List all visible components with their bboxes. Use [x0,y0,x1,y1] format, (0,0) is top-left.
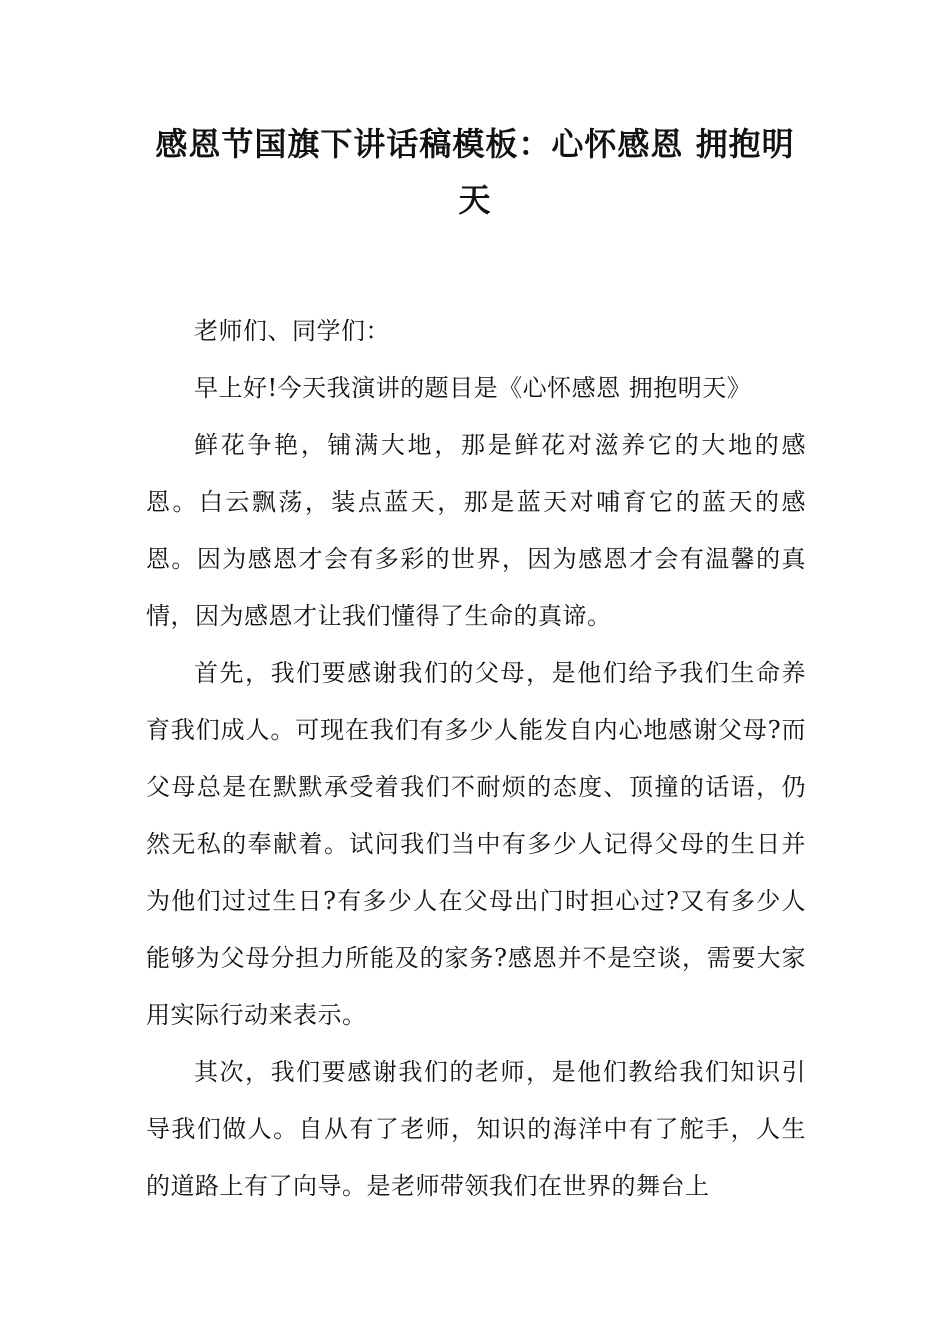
body-paragraph: 首先，我们要感谢我们的父母，是他们给予我们生命养育我们成人。可现在我们有多少人能发自内心地感谢父母?而父母总是在默默承受着我们不耐烦的态度、顶撞的话语，仍然无私的奉献着。试问我们当中有多少人记得父母的生日并为他们过过生日?有多少人在父母出门时担心过?又有多少人能够为父母分担力所能及的家务?感恩并不是空谈，需要大家用实际行动来表示。 [146,659,806,1029]
greeting-paragraph: 早上好!今天我演讲的题目是《心怀感恩 拥抱明天》 [194,374,752,402]
document-title: 感恩节国旗下讲话稿模板：心怀感恩 拥抱明天 [155,125,795,219]
body-paragraph: 其次，我们要感谢我们的老师，是他们教给我们知识引导我们做人。自从有了老师，知识的海洋中有了舵手，人生的道路上有了向导。是老师带领我们在世界的舞台上 [146,1058,806,1200]
document-body [146,303,806,1215]
salutation-paragraph: 老师们、同学们： [194,317,390,345]
body-paragraph: 鲜花争艳，铺满大地，那是鲜花对滋养它的大地的感恩。白云飘荡，装点蓝天，那是蓝天对哺育它的蓝天的感恩。因为感恩才会有多彩的世界，因为感恩才会有温馨的真情，因为感恩才让我们懂得了生命的真谛。 [146,431,806,630]
